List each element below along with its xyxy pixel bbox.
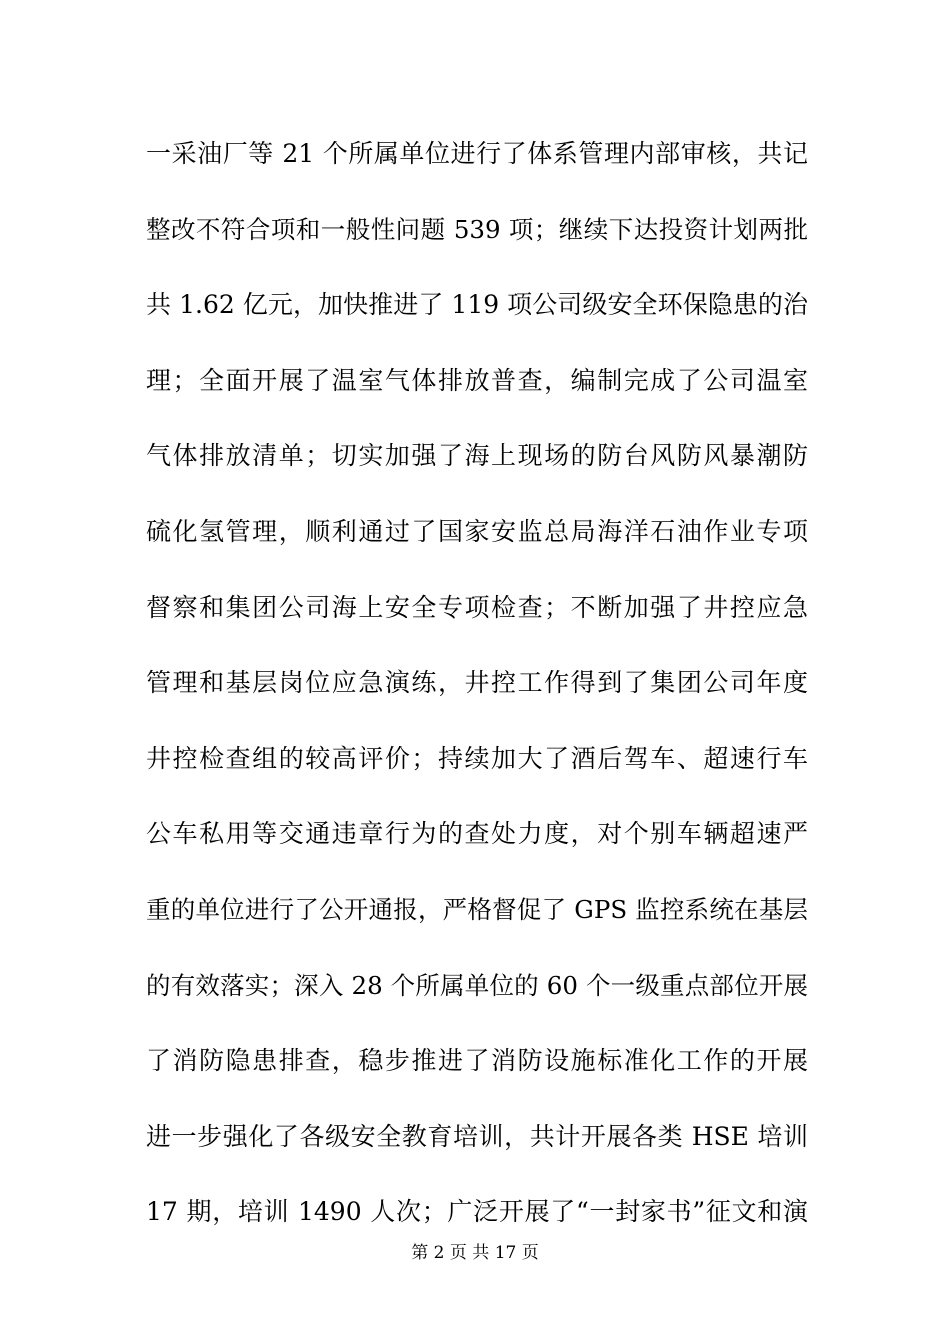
text-line: 的有效落实；深入 28 个所属单位的 60 个一级重点部位开展 — [146, 970, 808, 1000]
text-line: 整改不符合项和一般性问题 539 项；继续下达投资计划两批 — [146, 214, 808, 244]
text-line: 气体排放清单；切实加强了海上现场的防台风防风暴潮防 — [146, 441, 808, 471]
text-line: 督察和集团公司海上安全专项检查；不断加强了井控应急 — [146, 592, 808, 622]
text-line: 公车私用等交通违章行为的查处力度，对个别车辆超速严 — [146, 819, 808, 849]
text-line: 了消防隐患排查，稳步推进了消防设施标准化工作的开展 — [146, 1046, 808, 1076]
text-line: 管理和基层岗位应急演练，井控工作得到了集团公司年度 — [146, 668, 808, 698]
body-text — [146, 128, 808, 1262]
text-line: 共 1.62 亿元，加快推进了 119 项公司级安全环保隐患的治 — [146, 290, 808, 320]
text-line: 进一步强化了各级安全教育培训，共计开展各类 HSE 培训 — [146, 1121, 808, 1151]
text-line: 硫化氢管理，顺利通过了国家安监总局海洋石油作业专项 — [146, 516, 808, 546]
text-line: 理；全面开展了温室气体排放普查，编制完成了公司温室 — [146, 365, 808, 395]
text-line: 17 期，培训 1490 人次；广泛开展了“一封家书”征文和演 — [146, 1197, 808, 1227]
text-line: 一采油厂等 21 个所属单位进行了体系管理内部审核，共记 — [146, 139, 808, 168]
text-line: 井控检查组的较高评价；持续加大了酒后驾车、超速行车 — [146, 743, 808, 773]
page-number-footer: 第 2 页 共 17 页 — [411, 1243, 539, 1263]
text-line: 重的单位进行了公开通报，严格督促了 GPS 监控系统在基层 — [146, 894, 808, 924]
